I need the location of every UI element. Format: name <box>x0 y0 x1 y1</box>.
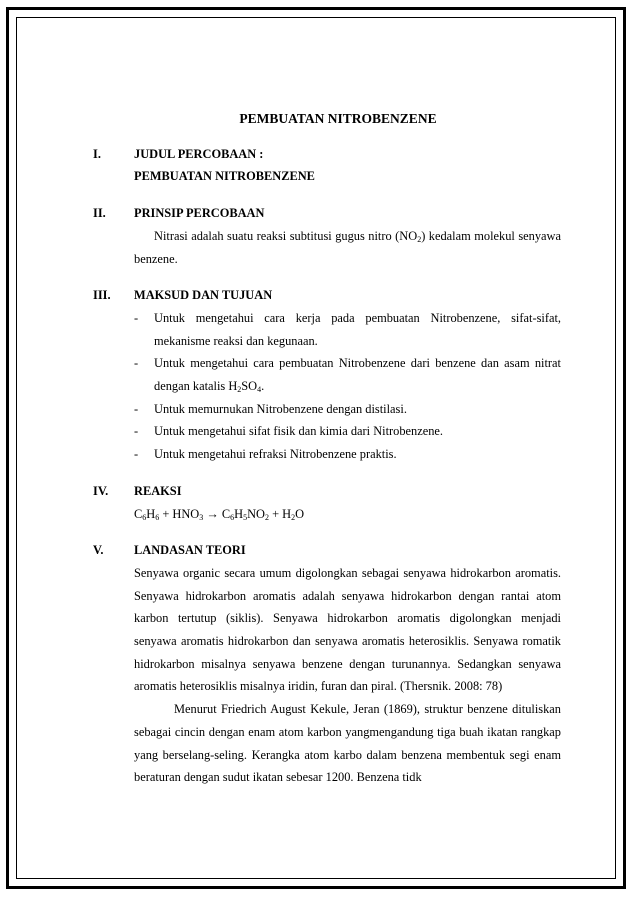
list-item: - Untuk mengetahui sifat fisik dan kimia dari Nitrobenzene. <box>134 424 444 439</box>
list-item: - Untuk memurnukan Nitrobenzene dengan distilasi. <box>134 401 407 416</box>
list-item: - Untuk mengetahui cara pembuatan Nitrobenzene dari benzene dan asam nitrat dengan katalis $H_2SO_4$. <box>134 356 561 395</box>
section-maksud-tujuan <box>93 284 561 466</box>
section-number: V. <box>93 543 104 558</box>
section-heading: PRINSIP PERCOBAAN <box>134 206 265 221</box>
section-heading: MAKSUD DAN TUJUAN <box>134 288 273 303</box>
section-judul <box>93 143 561 188</box>
section-reaksi <box>93 480 561 525</box>
section-paragraph: Senyawa organic secara umum digolongkan sebagai senyawa hidrokarbon aromatis. Senyawa hidrokarbon aromatis adalah senyawa hidrokarbon dengan rantai atom karbon tertutup (siklis). Senyawa hidrokarbon aromatis digolongkan menjadi senyawa aromatis hidrokarbon dan senyawa aromatis heterosiklis. Senyawa romatik hidrokarbon misalnya senyawa benzene dengan turunannya. Sedangkan senyawa aromatis heterosiklis misalnya iridin, furan dan piral. (Thersnik. 2008: 78) <box>134 565 561 694</box>
section-subheading: PEMBUATAN NITROBENZENE <box>134 169 315 184</box>
section-landasan-teori <box>93 539 561 789</box>
section-heading: LANDASAN TEORI <box>134 543 246 558</box>
objectives-list <box>134 307 561 466</box>
list-item: - Untuk mengetahui refraksi Nitrobenzene praktis. <box>134 447 397 462</box>
section-number: II. <box>93 206 106 221</box>
document-title: PEMBUATAN NITROBENZENE <box>239 111 437 126</box>
section-paragraph: Nitrasi adalah suatu reaksi subtitusi gugus nitro $(NO_2)$ kedalam molekul senyawa benzene. <box>134 228 561 266</box>
section-heading: REAKSI <box>134 483 182 498</box>
section-paragraph: Menurut Friedrich August Kekule, Jeran (1869), struktur benzene dituliskan sebagai cincin dengan enam atom karbon yangmengandung tiga buah ikatan rangkap yang berselang-seling. Kerangka atom karbo dalam benzena membentuk segi enam beraturan dengan sudut ikatan sebesar 1200. Benzena tidk <box>134 702 561 785</box>
reaction-equation: $C_6H_6 + HNO_3 \to C_6H_5NO_2 + H_2O$ <box>134 506 305 522</box>
section-number: III. <box>93 288 111 303</box>
section-number: IV. <box>93 483 109 498</box>
section-heading: JUDUL PERCOBAAN : <box>134 146 264 161</box>
document-body <box>93 108 561 789</box>
list-item: - Untuk mengetahui cara kerja pada pembuatan Nitrobenzene, sifat-sifat, mekanisme reaksi dan kegunaan. <box>134 310 561 348</box>
section-prinsip <box>93 202 561 270</box>
section-number: I. <box>93 146 101 161</box>
